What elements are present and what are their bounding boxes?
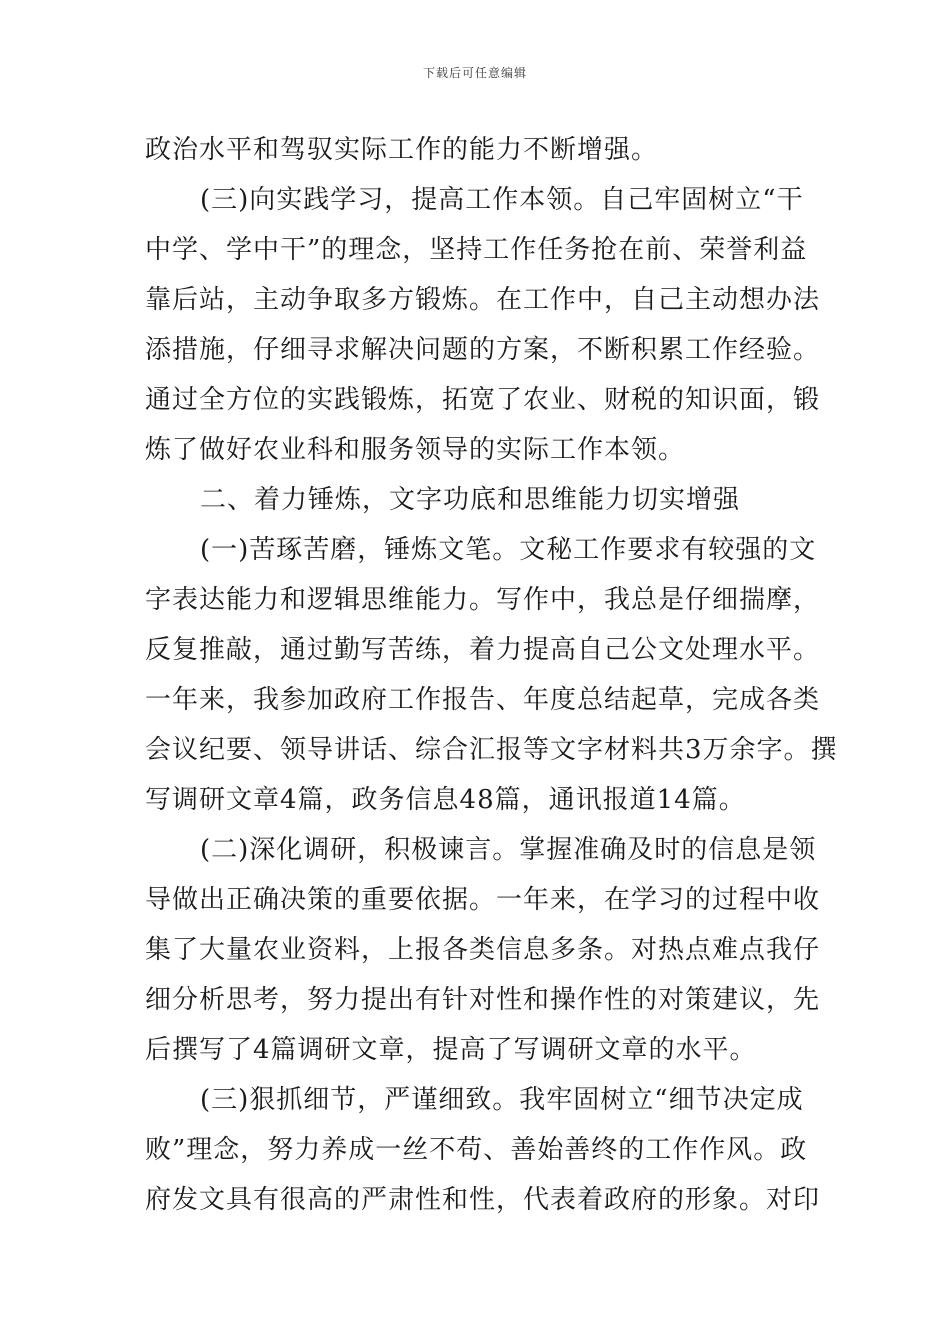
paragraph-start-line: (三)向实践学习，提高工作本领。自己牢固树立“干 — [200, 185, 804, 215]
text-line: 通过全方位的实践锻炼，拓宽了农业、财税的知识面，锻 — [145, 385, 821, 415]
paragraph-start-line: (三)狠抓细节，严谨细致。我牢固树立“细节决定成 — [200, 1085, 804, 1115]
text-line: 政治水平和驾驭实际工作的能力不断增强。 — [145, 135, 659, 165]
text-line: 写调研文章4篇，政务信息48篇，通讯报道14篇。 — [145, 785, 746, 815]
paragraph-start-line: (二)深化调研，积极谏言。掌握准确及时的信息是领 — [200, 835, 817, 865]
text-line: 反复推敲，通过勤写苦练，着力提高自己公文处理水平。 — [145, 635, 821, 665]
text-line: 败”理念，努力养成一丝不苟、善始善终的工作作风。政 — [145, 1135, 808, 1165]
text-line: 集了大量农业资料，上报各类信息多条。对热点难点我仔 — [145, 935, 821, 965]
paragraph-start-line: (一)苦琢苦磨，锤炼文笔。文秘工作要求有较强的文 — [200, 535, 817, 565]
text-line: 字表达能力和逻辑思维能力。写作中，我总是仔细揣摩， — [145, 585, 821, 615]
document-body — [145, 125, 838, 1225]
text-line: 炼了做好农业科和服务领导的实际工作本领。 — [145, 435, 686, 465]
text-line: 靠后站，主动争取多方锻炼。在工作中，自己主动想办法 — [145, 285, 821, 315]
text-line: 后撰写了4篇调研文章，提高了写调研文章的水平。 — [145, 1035, 757, 1065]
text-line: 一年来，我参加政府工作报告、年度总结起草，完成各类 — [145, 685, 821, 715]
text-line: 会议纪要、领导讲话、综合汇报等文字材料共3万余字。撰 — [145, 735, 838, 765]
text-line: 府发文具有很高的严肃性和性，代表着政府的形象。对印 — [145, 1185, 821, 1215]
section-heading: 二、着力锤炼，文字功底和思维能力切实增强 — [200, 485, 741, 515]
page-header: 下载后可任意编辑 — [422, 66, 527, 80]
text-line: 导做出正确决策的重要依据。一年来，在学习的过程中收 — [145, 885, 821, 915]
text-line: 中学、学中干”的理念，坚持工作任务抢在前、荣誉利益 — [145, 235, 808, 265]
text-line: 细分析思考，努力提出有针对性和操作性的对策建议，先 — [145, 985, 821, 1015]
text-line: 添措施，仔细寻求解决问题的方案，不断积累工作经验。 — [145, 335, 821, 365]
